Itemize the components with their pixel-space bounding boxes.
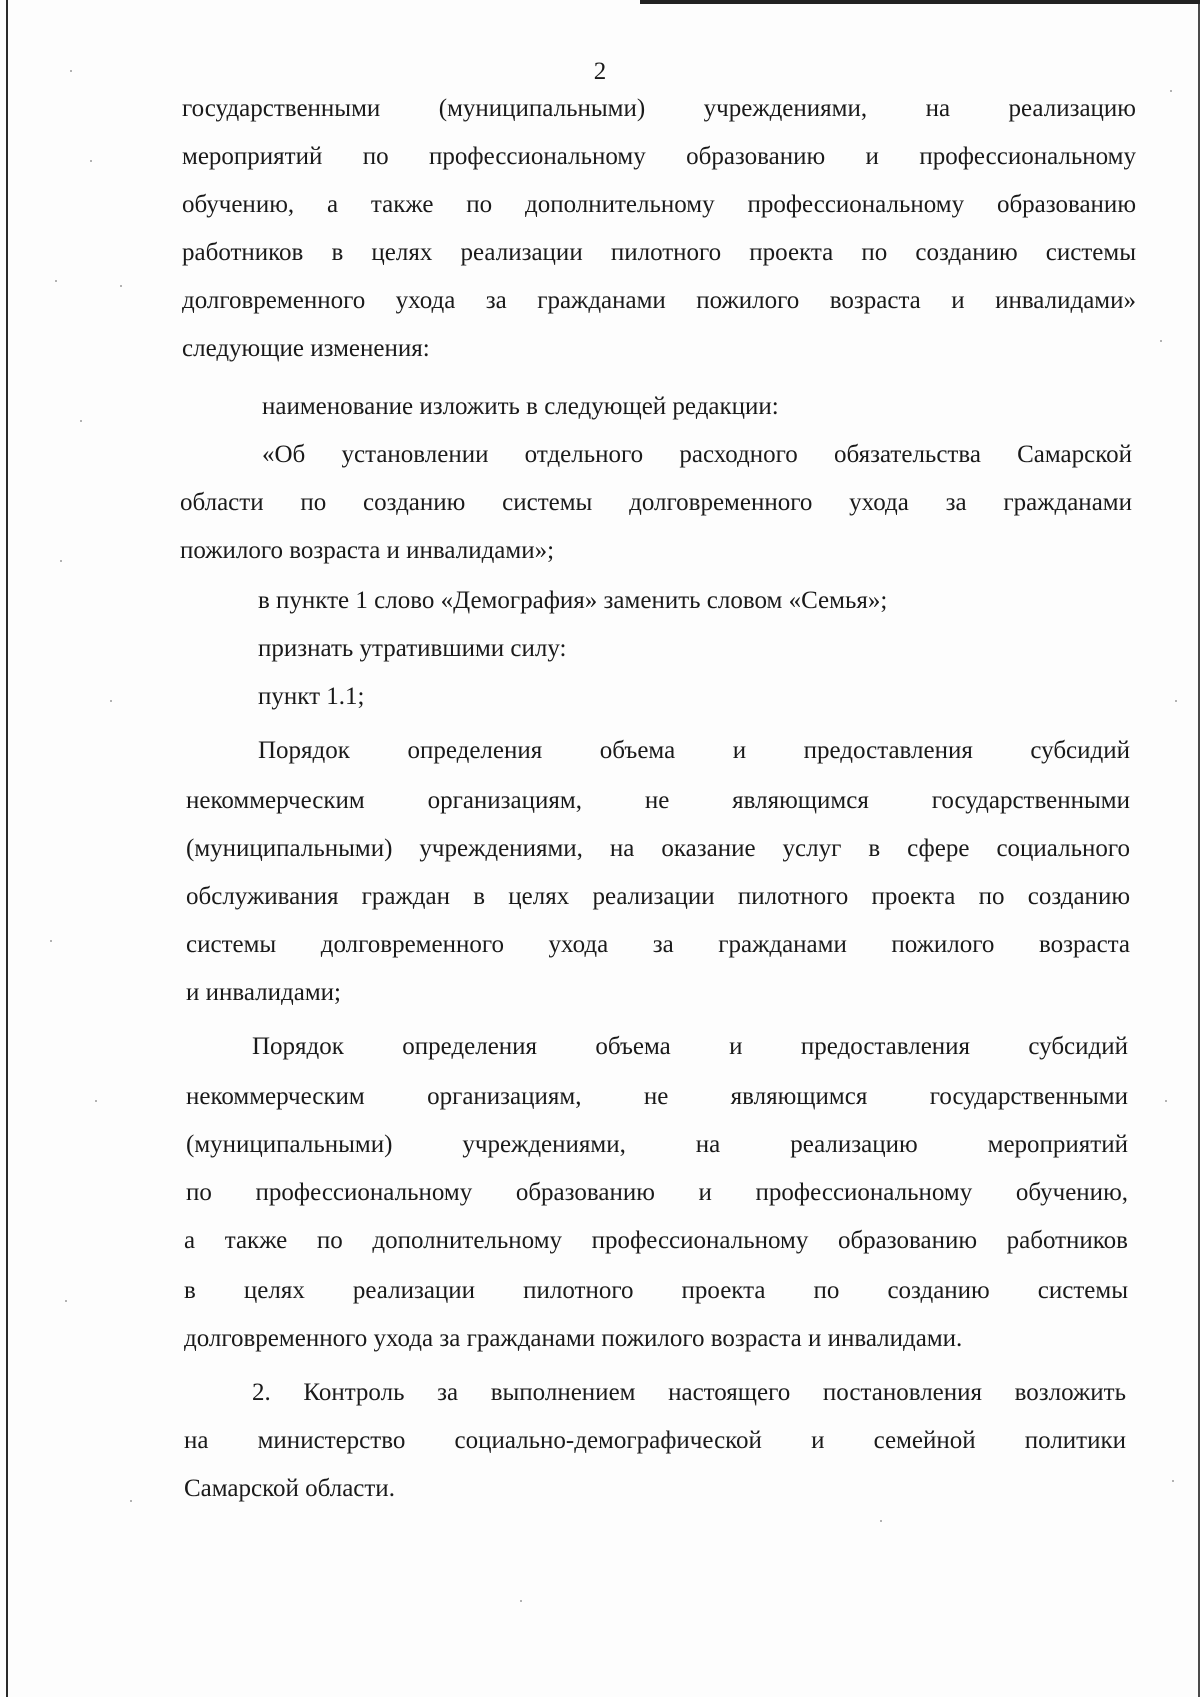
text-line: обслуживания граждан в целях реализации пилотного проекта по созданию xyxy=(186,883,1130,910)
page-number: 2 xyxy=(593,58,607,85)
text-line: мероприятий по профессиональному образованию и профессиональному xyxy=(182,143,1136,170)
scan-speck xyxy=(1160,340,1162,342)
text-line: «Об установлении отдельного расходного обязательства Самарской xyxy=(262,441,1132,468)
scan-speck xyxy=(120,285,122,287)
scan-speck xyxy=(50,940,52,942)
text-line: пожилого возраста и инвалидами»; xyxy=(180,537,555,564)
text-line: обучению, а также по дополнительному профессиональному образованию xyxy=(182,191,1136,218)
text-line: Порядок определения объема и предоставления субсидий xyxy=(258,737,1130,764)
text-line: наименование изложить в следующей редакции: xyxy=(262,393,779,420)
scan-speck xyxy=(1170,90,1172,92)
scan-speck xyxy=(90,160,92,162)
scan-speck xyxy=(65,1300,67,1302)
scan-speck xyxy=(520,1600,522,1602)
text-line: по профессиональному образованию и профессиональному обучению, xyxy=(186,1179,1128,1206)
text-line: некоммерческим организациям, не являющимся государственными xyxy=(186,787,1130,814)
text-line: работников в целях реализации пилотного проекта по созданию системы xyxy=(182,239,1136,266)
scan-left-border xyxy=(6,0,8,1697)
text-line: в пункте 1 слово «Демография» заменить словом «Семья»; xyxy=(258,587,888,614)
text-line: 2. Контроль за выполнением настоящего постановления возложить xyxy=(252,1379,1126,1406)
text-line: а также по дополнительному профессиональному образованию работников xyxy=(184,1227,1128,1254)
scan-speck xyxy=(1175,700,1177,702)
text-line: Порядок определения объема и предоставления субсидий xyxy=(252,1033,1128,1060)
scan-speck xyxy=(110,700,112,702)
scan-speck xyxy=(880,1520,882,1522)
scan-speck xyxy=(70,70,72,72)
text-line: и инвалидами; xyxy=(186,979,341,1006)
text-line: следующие изменения: xyxy=(182,335,430,362)
text-line: Самарской области. xyxy=(184,1475,395,1502)
scan-speck xyxy=(55,280,57,282)
text-line: в целях реализации пилотного проекта по созданию системы xyxy=(184,1277,1128,1304)
text-line: долговременного ухода за гражданами пожилого возраста и инвалидами. xyxy=(184,1325,963,1352)
scan-speck xyxy=(1172,1480,1174,1482)
scan-speck xyxy=(1165,1100,1167,1102)
scan-speck xyxy=(80,420,82,422)
text-line: области по созданию системы долговременного ухода за гражданами xyxy=(180,489,1132,516)
text-line: признать утратившими силу: xyxy=(258,635,567,662)
text-line: (муниципальными) учреждениями, на оказание услуг в сфере социального xyxy=(186,835,1130,862)
text-line: пункт 1.1; xyxy=(258,683,365,710)
text-line: некоммерческим организациям, не являющимся государственными xyxy=(186,1083,1128,1110)
scan-speck xyxy=(95,1100,97,1102)
text-line: системы долговременного ухода за гражданами пожилого возраста xyxy=(186,931,1130,958)
scan-speck xyxy=(60,560,62,562)
text-line: долговременного ухода за гражданами пожилого возраста и инвалидами» xyxy=(182,287,1136,314)
scan-top-edge xyxy=(640,0,1200,4)
scan-speck xyxy=(130,1500,132,1502)
text-line: государственными (муниципальными) учреждениями, на реализацию xyxy=(182,95,1136,122)
text-line: на министерство социально-демографической и семейной политики xyxy=(184,1427,1126,1454)
text-line: (муниципальными) учреждениями, на реализацию мероприятий xyxy=(186,1131,1128,1158)
